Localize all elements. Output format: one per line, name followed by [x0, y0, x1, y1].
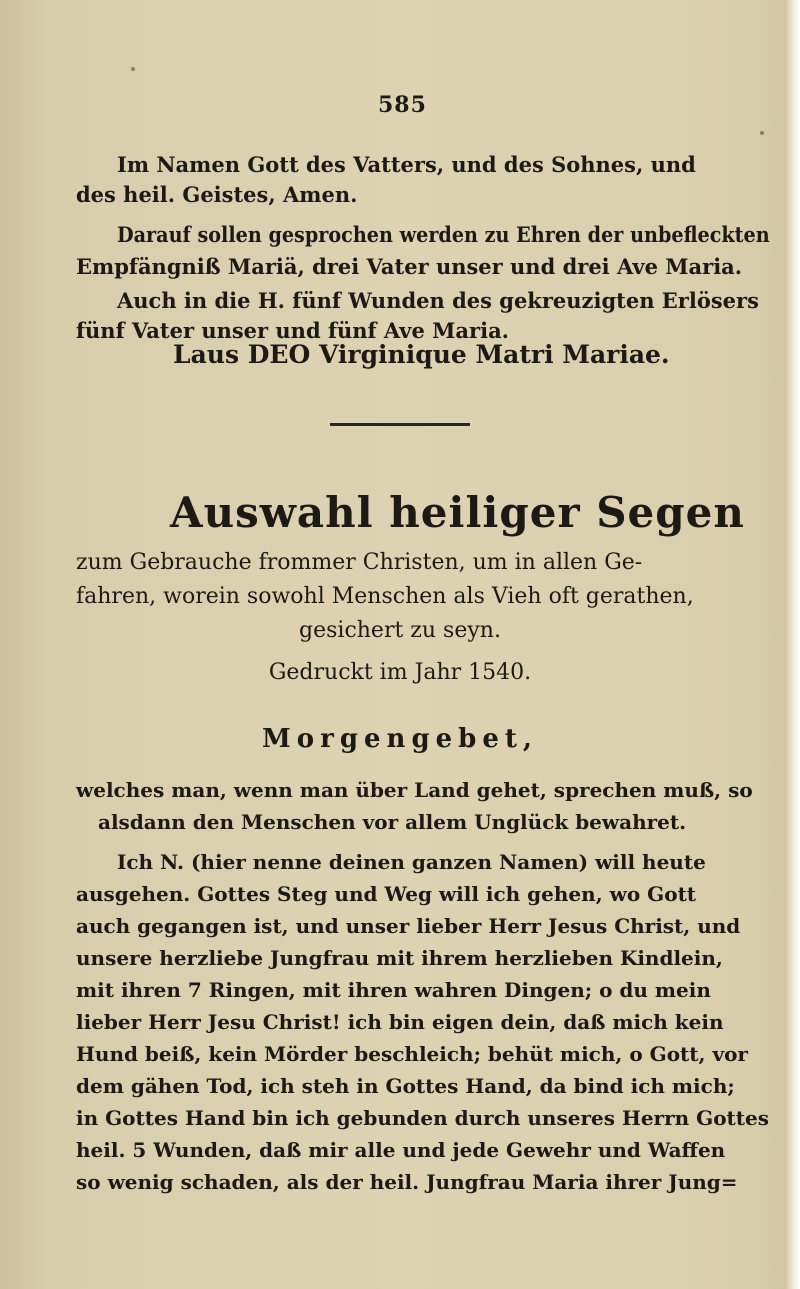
speck: [760, 131, 764, 135]
body-line: dem gähen Tod, ich steh in Gottes Hand, da bind ich mich;: [76, 1074, 735, 1098]
page-edge: [786, 0, 800, 1289]
printed-line: Gedruckt im Jahr 1540.: [268, 660, 532, 685]
section-heading: Morgengebet,: [262, 724, 538, 754]
body-line: mit ihren 7 Ringen, mit ihren wahren Dingen; o du mein: [76, 978, 711, 1002]
divider-rule: [330, 423, 470, 426]
body-line: heil. 5 Wunden, daß mir alle und jede Gewehr und Waffen: [76, 1138, 726, 1162]
body-line: Ich N. (hier nenne deinen ganzen Namen) will heute: [117, 850, 706, 874]
body-line: lieber Herr Jesu Christ! ich bin eigen dein, daß mich kein: [76, 1010, 724, 1034]
subtitle-line: fahren, worein sowohl Menschen als Vieh oft gerathen,: [76, 584, 694, 609]
subtitle-line: gesichert zu seyn.: [299, 618, 501, 643]
body-line: auch gegangen ist, und unser lieber Herr Jesus Christ, und: [76, 914, 741, 938]
latin-line: Laus DEO Virginique Matri Mariae.: [173, 340, 670, 369]
body-line: ausgehen. Gottes Steg und Weg will ich gehen, wo Gott: [76, 882, 697, 906]
section-title: Auswahl heiliger Segen: [170, 488, 745, 537]
heading-sub-line: alsdann den Menschen vor allem Unglück bewahret.: [98, 810, 687, 834]
prayer-line: Im Namen Gott des Vatters, und des Sohnes, und: [117, 152, 696, 177]
speck: [131, 67, 135, 71]
body-line: unsere herzliebe Jungfrau mit ihrem herzlieben Kindlein,: [76, 946, 723, 970]
page-number: 585: [378, 92, 427, 118]
body-line: so wenig schaden, als der heil. Jungfrau Maria ihrer Jung=: [76, 1170, 738, 1194]
subtitle-line: zum Gebrauche frommer Christen, um in allen Ge-: [76, 550, 643, 575]
body-line: in Gottes Hand bin ich gebunden durch unseres Herrn Gottes: [76, 1106, 770, 1130]
prayer-line: Auch in die H. fünf Wunden des gekreuzigten Erlösers: [117, 288, 759, 313]
prayer-line: des heil. Geistes, Amen.: [76, 182, 358, 207]
prayer-line: Empfängniß Mariä, drei Vater unser und drei Ave Maria.: [76, 254, 743, 279]
prayer-line: fünf Vater unser und fünf Ave Maria.: [76, 318, 509, 343]
heading-sub-line: welches man, wenn man über Land gehet, sprechen muß, so: [76, 778, 753, 802]
body-line: Hund beiß, kein Mörder beschleich; behüt mich, o Gott, vor: [76, 1042, 748, 1066]
prayer-line: Darauf sollen gesprochen werden zu Ehren der unbefleckten: [117, 222, 770, 247]
